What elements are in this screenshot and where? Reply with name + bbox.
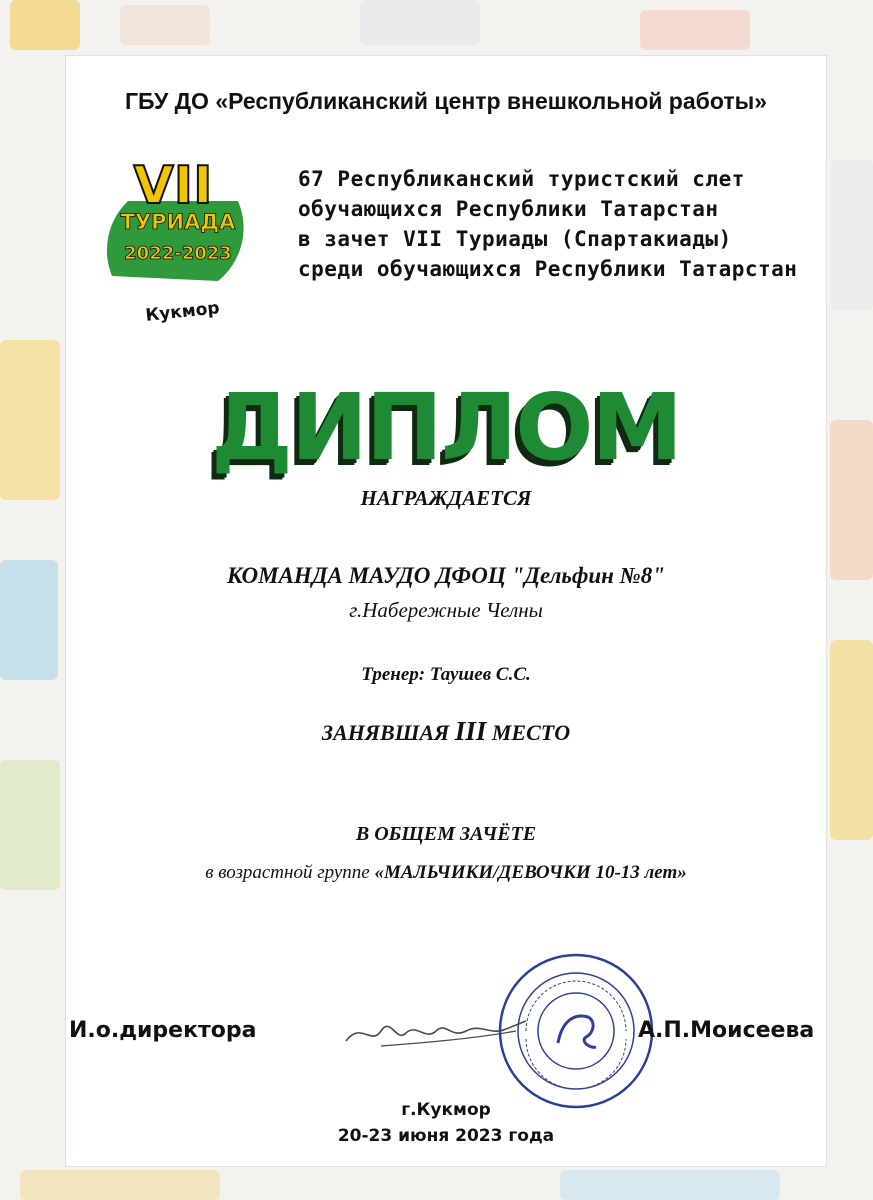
organization-header: ГБУ ДО «Республиканский центр внешкольной работы» xyxy=(124,88,768,114)
team-city: г.Набережные Челны xyxy=(349,598,543,622)
place-line xyxy=(66,716,826,747)
age-group-name: «МАЛЬЧИКИ/ДЕВОЧКИ 10-13 лет» xyxy=(374,862,687,883)
footer-date: 20-23 июня 2023 года xyxy=(337,1126,555,1146)
event-description xyxy=(298,164,818,284)
coach-name: Тренер: Таушев С.С. xyxy=(361,664,531,685)
age-group-prefix: в возрастной группе xyxy=(205,862,370,883)
team-name: КОМАНДА МАУДО ДФОЦ "Дельфин №8" xyxy=(227,563,665,588)
footer-city: г.Кукмор xyxy=(401,1100,491,1120)
event-line: среди обучающихся Республики Татарстан xyxy=(298,257,798,281)
diploma-title: ДИПЛОМ xyxy=(210,374,682,481)
logo-name: ТУРИАДА xyxy=(120,210,236,234)
place-prefix: ЗАНЯВШАЯ xyxy=(321,720,450,745)
event-line: 67 Республиканский туристский слет xyxy=(298,167,745,191)
place-number: III xyxy=(454,716,487,746)
place-suffix: МЕСТО xyxy=(491,720,571,745)
logo-place: Кукмор xyxy=(144,298,221,326)
logo-numeral: VII xyxy=(133,156,213,216)
official-stamp xyxy=(496,951,656,1111)
diploma-sheet xyxy=(65,55,827,1167)
age-group-line xyxy=(66,862,826,884)
signatory-name: А.П.Моисеева xyxy=(638,1018,815,1043)
event-line: в зачет VII Туриады (Спартакиады) xyxy=(298,227,732,251)
signatory-position: И.о.директора xyxy=(69,1018,257,1043)
awarded-label: НАГРАЖДАЕТСЯ xyxy=(360,486,532,510)
event-line: обучающихся Республики Татарстан xyxy=(298,197,719,221)
overall-standing: В ОБЩЕМ ЗАЧЁТЕ xyxy=(355,823,537,845)
logo-years: 2022-2023 xyxy=(124,243,232,264)
turiada-logo xyxy=(88,131,258,331)
